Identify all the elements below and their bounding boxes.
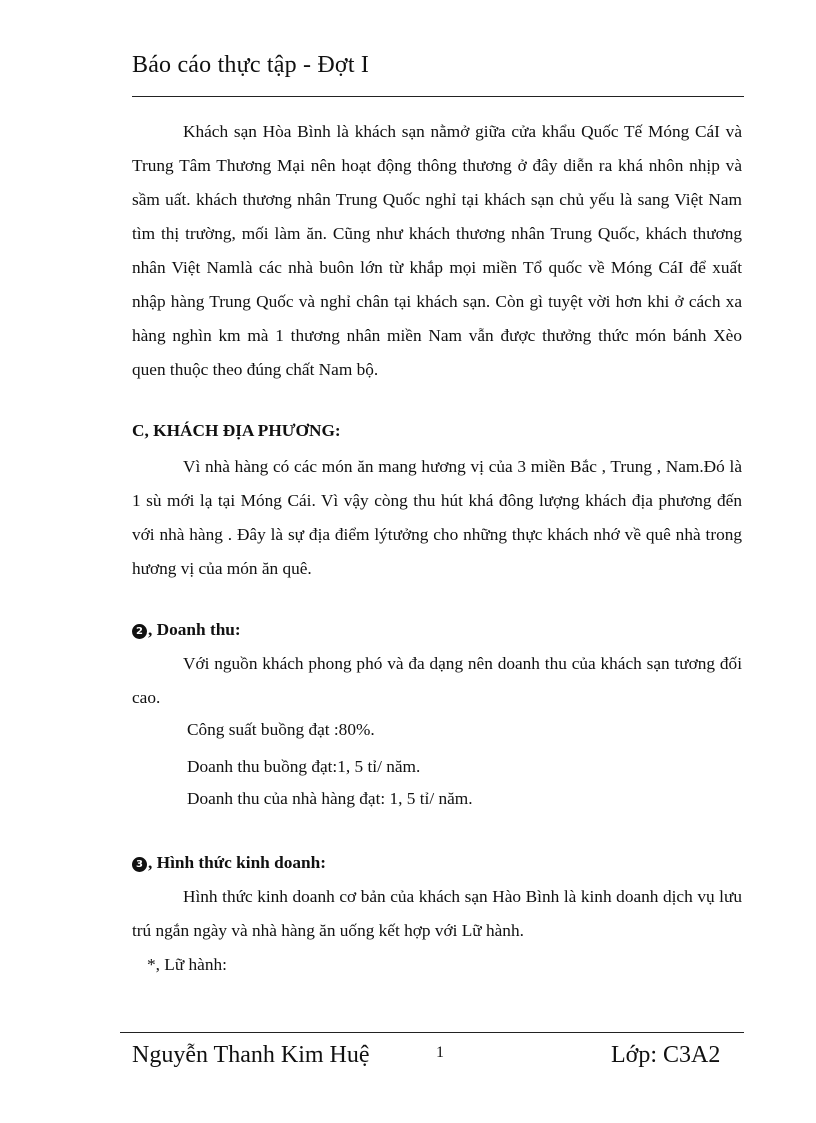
travel-subheading: *, Lữ hành: [147, 955, 227, 974]
page-number: 1 [436, 1044, 444, 1061]
paragraph-local-guests: Vì nhà hàng có các món ăn mang hương vị của 3 miền Bắc , Trung , Nam.Đó là 1 sù mới lạ tại Móng Cái. Vì vậy còng thu hút khá đông lượng khách địa phương đến với nhà hàng . Đây là sự địa điểm lýtưởng cho những thực khách nhớ về quê nhà trong hương vị của món ăn quê. [132, 457, 742, 578]
room-capacity-line: Công suất buồng đạt :80%. [187, 720, 375, 739]
paragraph-revenue: Với nguồn khách phong phó và đa dạng nên doanh thu của khách sạn tương đối cao. [132, 654, 742, 707]
footer-author: Nguyễn Thanh Kim Huệ [132, 1042, 370, 1068]
number-3-bullet-icon: 3 [132, 857, 147, 872]
header-divider [132, 96, 744, 97]
footer-class-label: Lớp: C3A2 [611, 1042, 721, 1068]
number-2-bullet-icon: 2 [132, 624, 147, 639]
restaurant-revenue-line: Doanh thu của nhà hàng đạt: 1, 5 tỉ/ năm. [187, 789, 473, 808]
page-header-title: Báo cáo thực tập - Đợt I [132, 52, 370, 78]
paragraph-hotel-location: Khách sạn Hòa Bình là khách sạn nằmở giữa cửa khẩu Quốc Tế Móng CáI và Trung Tâm Thương Mại nên hoạt động thông thương ở đây diễn ra khá nhôn nhịp và sầm uất. khách thương nhân Trung Quốc nghỉ tại khách sạn chủ yếu là sang Việt Nam tìm thị trường, mối làm ăn. Cũng như khách thương nhân Trung Quốc, khách thương nhân Việt Namlà các nhà buôn lớn từ khắp mọi miền Tổ quốc về Móng CáI để xuất nhập hàng Trung Quốc và nghỉ chân tại khách sạn. Còn gì tuyệt vời hơn khi ở cách xa hàng nghìn km mà 1 thương nhân miền Nam vẫn được thưởng thức món bánh Xèo quen thuộc theo đúng chất Nam bộ. [132, 122, 742, 379]
section-heading-revenue [132, 620, 241, 640]
room-revenue-line: Doanh thu buồng đạt:1, 5 tỉ/ năm. [187, 757, 421, 776]
revenue-heading-text: , Doanh thu: [148, 620, 241, 639]
business-form-heading-text: , Hình thức kinh doanh: [148, 853, 326, 872]
section-heading-business-form [132, 853, 326, 873]
section-heading-local-guests: C, KHÁCH ĐỊA PHƯƠNG: [132, 421, 341, 440]
footer-divider [120, 1032, 744, 1033]
paragraph-business-form: Hình thức kinh doanh cơ bản của khách sạn Hào Bình là kinh doanh dịch vụ lưu trú ngắn ngày và nhà hàng ăn uống kết hợp với Lữ hành. [132, 887, 742, 940]
